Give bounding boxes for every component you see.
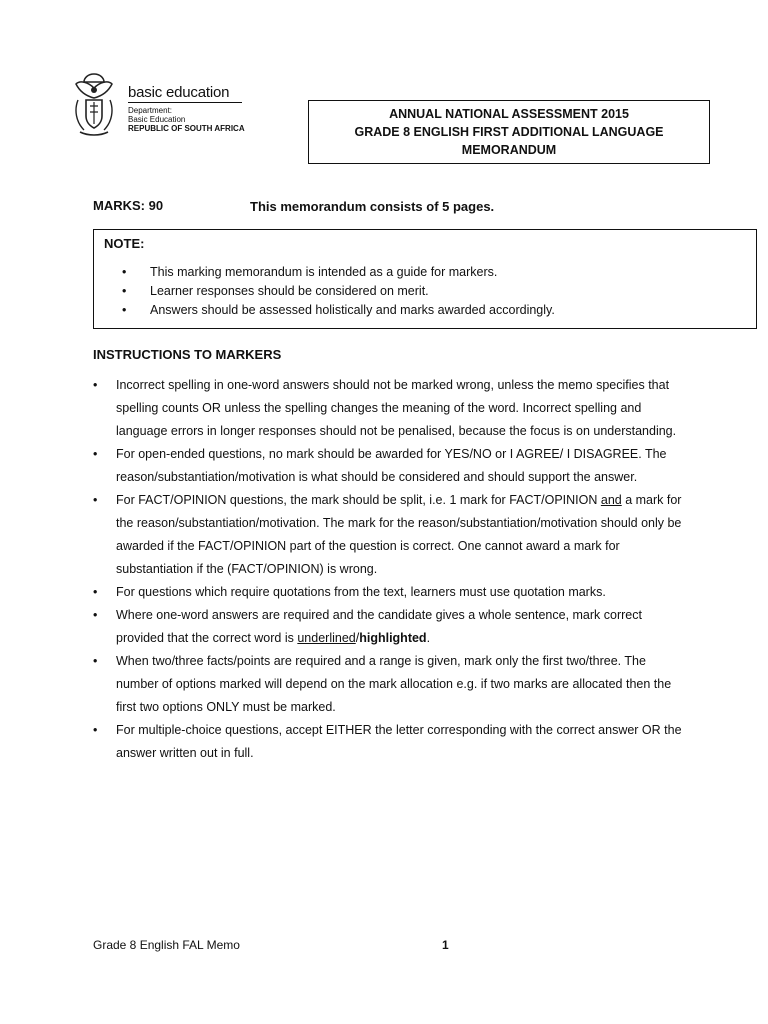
instruction-item: • For multiple-choice questions, accept EITHER the letter corresponding with the correct answer OR the answer written out in full. bbox=[93, 719, 683, 765]
note-item: • This marking memorandum is intended as a guide for markers. bbox=[122, 263, 555, 282]
note-item: • Learner responses should be considered on merit. bbox=[122, 282, 555, 301]
instruction-item: • When two/three facts/points are required and a range is given, mark only the first two/three. The number of options marked will depend on the mark allocation e.g. if two marks are allocated then the first two options ONLY must be marked. bbox=[93, 650, 683, 719]
note-box bbox=[93, 229, 757, 329]
instruction-item: • Incorrect spelling in one-word answers should not be marked wrong, unless the memo specifies that spelling counts OR unless the spelling changes the meaning of the word. Incorrect spelling and language errors in longer responses should not be penalised, because the focus is on understanding. bbox=[93, 374, 683, 443]
title-line-2: GRADE 8 ENGLISH FIRST ADDITIONAL LANGUAGE bbox=[354, 125, 664, 139]
logo-divider bbox=[128, 102, 242, 103]
bold-word: highlighted bbox=[359, 631, 427, 645]
instruction-item: • For questions which require quotations from the text, learners must use quotation marks. bbox=[93, 581, 683, 604]
department-logo bbox=[68, 70, 248, 140]
logo-basic-education: Basic Education bbox=[128, 115, 186, 124]
coat-of-arms-icon bbox=[68, 70, 120, 140]
marks-total: MARKS: 90 bbox=[93, 198, 164, 213]
instruction-item: • For open-ended questions, no mark should be awarded for YES/NO or I AGREE/ I DISAGREE. The reason/substantiation/motivation is what should be considered and should support the answer. bbox=[93, 443, 683, 489]
instruction-item bbox=[93, 489, 683, 581]
logo-department: Department: bbox=[128, 106, 173, 115]
instruction-text: For FACT/OPINION questions, the mark should be split, i.e. 1 mark for FACT/OPINION bbox=[116, 493, 601, 507]
instruction-text: a mark for the reason/substantiation/motivation. The mark for the reason/substantiation/motivation should only be awarded if the FACT/OPINION part of the question is correct. One cannot award a mark for substantiation if the (FACT/OPINION) is wrong. bbox=[116, 493, 682, 576]
note-list bbox=[122, 263, 555, 320]
instruction-item bbox=[93, 604, 683, 650]
title-box bbox=[308, 100, 710, 164]
logo-republic: REPUBLIC OF SOUTH AFRICA bbox=[128, 124, 245, 133]
title-line-3: MEMORANDUM bbox=[461, 143, 557, 157]
instruction-text: Where one-word answers are required and the candidate gives a whole sentence, mark correct provided that the correct word is bbox=[116, 608, 642, 645]
instructions-heading: INSTRUCTIONS TO MARKERS bbox=[93, 347, 282, 362]
title-line-1: ANNUAL NATIONAL ASSESSMENT 2015 bbox=[389, 107, 629, 121]
underlined-word: underlined bbox=[297, 631, 356, 645]
page-count-statement: This memorandum consists of 5 pages. bbox=[250, 199, 495, 214]
underlined-word: and bbox=[600, 493, 622, 507]
footer-page-number: 1 bbox=[442, 938, 449, 952]
note-title: NOTE: bbox=[104, 236, 145, 251]
period: . bbox=[426, 631, 431, 645]
slash: / bbox=[355, 631, 360, 645]
logo-title: basic education bbox=[128, 84, 230, 101]
footer-document-name: Grade 8 English FAL Memo bbox=[93, 938, 240, 952]
instructions-list bbox=[93, 374, 683, 765]
note-item: • Answers should be assessed holistically and marks awarded accordingly. bbox=[122, 301, 555, 320]
